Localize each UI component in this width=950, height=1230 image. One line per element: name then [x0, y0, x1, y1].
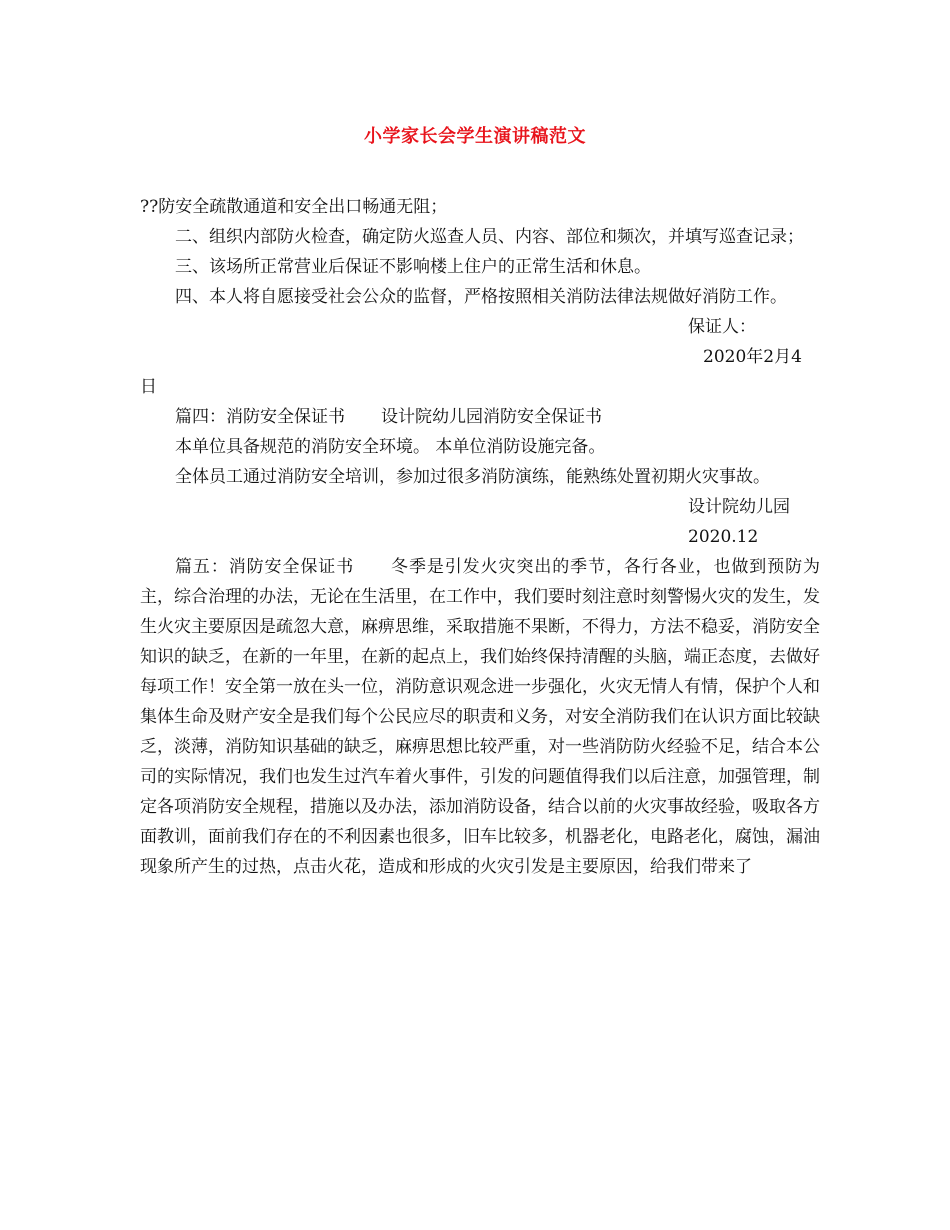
- document-title: 小学家长会学生演讲稿范文: [364, 126, 586, 147]
- section-4-heading-line: [140, 402, 820, 432]
- section-4-line-2: 全体员工通过消防安全培训，参加过很多消防演练，能熟练处置初期火灾事故。: [175, 467, 770, 487]
- paragraph-residents: 三、该场所正常营业后保证不影响楼上住户的正常生活和休息。: [175, 257, 651, 277]
- signature-date: 2020年2月4: [703, 347, 802, 367]
- paragraph-fire-inspection: 二、组织内部防火检查，确定防火巡查人员、内容、部位和频次，并填写巡查记录；: [175, 227, 804, 247]
- section-4-date: 2020.12: [688, 527, 759, 547]
- guarantor-label: 保证人：: [688, 317, 756, 337]
- document-body: [140, 192, 820, 882]
- section-4-heading: 篇四：消防安全保证书: [175, 407, 345, 427]
- section-5-paragraph: [140, 552, 820, 882]
- section-4-line-1: 本单位具备规范的消防安全环境。 本单位消防设施完备。: [175, 437, 606, 457]
- paragraph-supervision: 四、本人将自愿接受社会公众的监督，严格按照相关消防法律法规做好消防工作。: [175, 287, 787, 307]
- signature-date-tail: 日: [140, 377, 157, 397]
- section-5-text: 冬季是引发火灾突出的季节，各行各业，也做到预防为主，综合治理的办法，无论在生活里，在工作中，我们要时刻注意时刻警惕火灾的发生，发生火灾主要原因是疏忽大意，麻痹思维，采取措施不果断，不得力，方法不稳妥，消防安全知识的缺乏，在新的一年里，在新的起点上，我们始终保持清醒的头脑，端正态度，去做好每项工作！安全第一放在头一位，消防意识观念进一步强化，火灾无情人有情，保护个人和集体生命及财产安全是我们每个公民应尽的职责和义务，对安全消防我们在认识方面比较缺乏，淡薄，消防知识基础的缺乏，麻痹思想比较严重，对一些消防防火经验不足，结合本公司的实际情况，我们也发生过汽车着火事件，引发的问题值得我们以后注意，加强管理，制定各项消防安全规程，措施以及办法，添加消防设备，结合以前的火灾事故经验，吸取各方面教训，面前我们存在的不利因素也很多，旧车比较多，机器老化，电路老化，腐蚀，漏油现象所产生的过热，点击火花，造成和形成的火灾引发是主要原因，给我们带来了: [140, 557, 821, 877]
- section-5-heading: 篇五：消防安全保证书: [175, 557, 355, 577]
- paragraph-evacuation: ??防安全疏散通道和安全出口畅通无阻；: [140, 197, 448, 217]
- section-4-heading-right: 设计院幼儿园消防安全保证书: [381, 407, 602, 427]
- section-4-signer: 设计院幼儿园: [688, 497, 790, 517]
